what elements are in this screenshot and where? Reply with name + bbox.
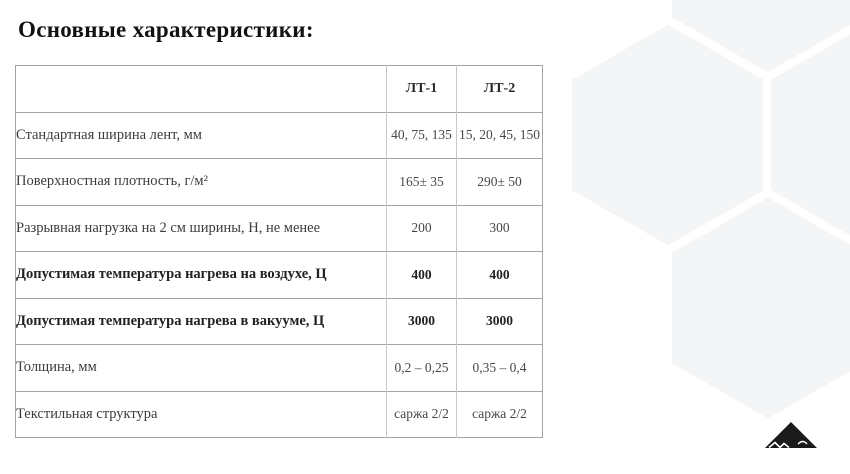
company-logo [762,420,820,452]
cell-lt2: 15, 20, 45, 150 [457,112,543,159]
cell-lt2: 300 [457,205,543,252]
hexagon-icon [668,193,850,423]
hexagon-icon [767,20,850,250]
characteristics-table [15,65,543,438]
cell-lt1: 200 [387,205,457,252]
cell-lt1: 3000 [387,298,457,345]
page-title: Основные характеристики: [18,17,314,42]
table-row [16,112,543,159]
table-header-empty-cell [16,66,387,113]
hexagon-icon [568,20,768,250]
table-row [16,345,543,392]
row-label: Поверхностная плотность, г/м² [16,159,387,206]
cell-lt1: 165± 35 [387,159,457,206]
row-label: Допустимая температура нагрева на воздухе, Ц [16,252,387,299]
cell-lt1: саржа 2/2 [387,391,457,438]
cell-lt2: саржа 2/2 [457,391,543,438]
cell-lt2: 0,35 – 0,4 [457,345,543,392]
table-header-row [16,66,543,113]
row-label: Допустимая температура нагрева в вакууме, Ц [16,298,387,345]
table-row [16,252,543,299]
cell-lt2: 400 [457,252,543,299]
column-header-lt2: ЛТ-2 [457,66,543,113]
row-label: Текстильная структура [16,391,387,438]
cell-lt1: 400 [387,252,457,299]
column-header-lt1: ЛТ-1 [387,66,457,113]
row-label: Толщина, мм [16,345,387,392]
table-row [16,205,543,252]
hexagon-group [568,0,850,423]
table-row [16,298,543,345]
table-row [16,391,543,438]
cell-lt2: 290± 50 [457,159,543,206]
hexagon-icon [668,0,850,77]
row-label: Стандартная ширина лент, мм [16,112,387,159]
row-label: Разрывная нагрузка на 2 см ширины, Н, не менее [16,205,387,252]
cell-lt1: 40, 75, 135 [387,112,457,159]
cell-lt1: 0,2 – 0,25 [387,345,457,392]
cell-lt2: 3000 [457,298,543,345]
table-row [16,159,543,206]
